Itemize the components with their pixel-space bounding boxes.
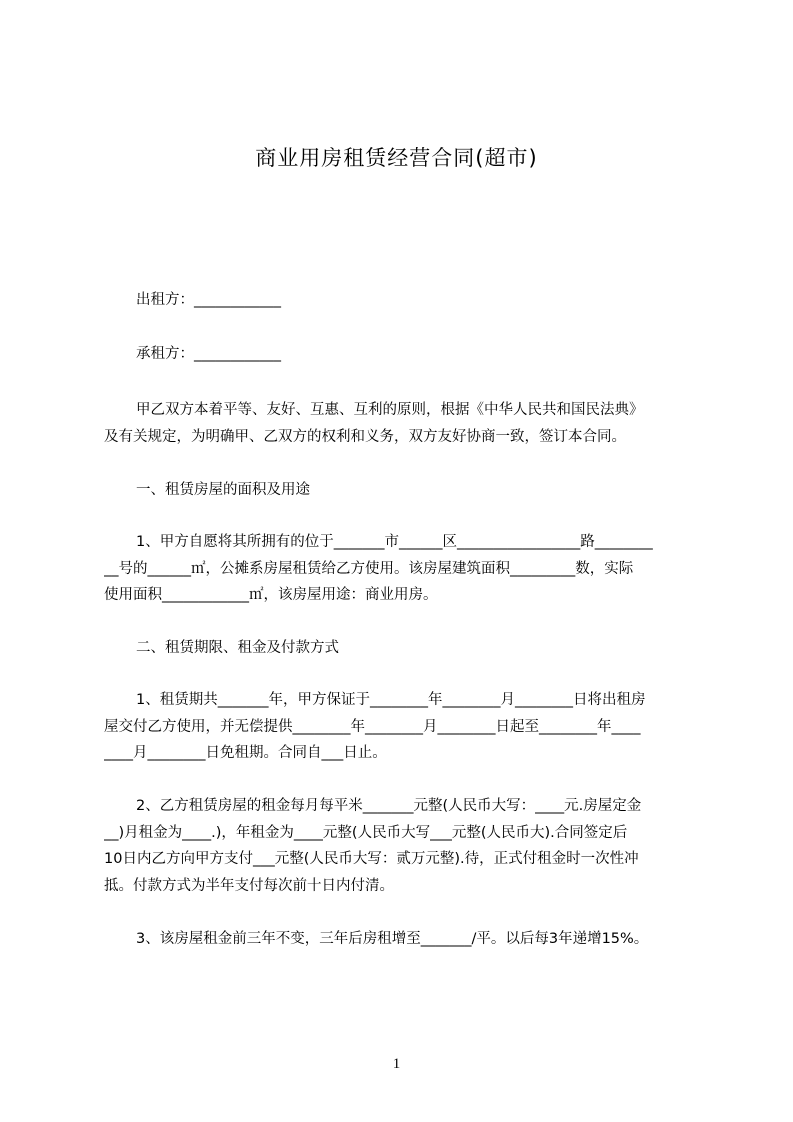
- lessee-line: 承租方：____________: [136, 346, 281, 362]
- clause-2-2-line-3: 10日内乙方向甲方支付___元整(人民币大写：贰万元整).待，正式付租金时一次性冲: [104, 851, 639, 867]
- page-number: 1: [392, 1056, 401, 1072]
- clause-2-1-line-2: 屋交付乙方使用，并无偿提供________年________月________日起至________年____: [104, 719, 641, 735]
- clause-2-1-line-3: ____月________日免租期。合同自___日止。: [104, 745, 387, 761]
- clause-1-1-line-3: 使用面积____________㎡，该房屋用途：商业用房。: [104, 587, 438, 603]
- document-title: 商业用房租赁经营合同(超市): [255, 146, 538, 170]
- clause-2-2-line-1: 2、乙方租赁房屋的租金每月每平米_______元整(人民币大写：____元.房屋定金: [136, 798, 642, 814]
- clause-2-2-line-2: __)月租金为____.)，年租金为____元整(人民币大写___元整(人民币大).合同签定后: [104, 825, 628, 841]
- lessor-line: 出租方：____________: [136, 292, 281, 308]
- clause-2-3: 3、该房屋租金前三年不变，三年后房租增至_______/平。以后每3年递增15%。: [136, 931, 649, 947]
- clause-1-1-line-2: __号的______㎡，公摊系房屋租赁给乙方使用。该房屋建筑面积_________数，实际: [104, 561, 634, 577]
- preamble-line-1: 甲乙双方本着平等、友好、互惠、互利的原则，根据《中华人民共和国民法典》: [136, 402, 644, 418]
- clause-2-2-line-4: 抵。付款方式为半年支付每次前十日内付清。: [104, 878, 394, 894]
- clause-2-1-line-1: 1、租赁期共_______年，甲方保证于________年________月________日将出租房: [136, 692, 646, 708]
- section-1-heading: 一、租赁房屋的面积及用途: [136, 482, 310, 498]
- preamble-line-2: 及有关规定，为明确甲、乙双方的权利和义务，双方友好协商一致，签订本合同。: [104, 429, 626, 445]
- clause-1-1-line-1: 1、甲方自愿将其所拥有的位于_______市______区_________________路________: [136, 534, 653, 550]
- section-2-heading: 二、租赁期限、租金及付款方式: [136, 640, 339, 656]
